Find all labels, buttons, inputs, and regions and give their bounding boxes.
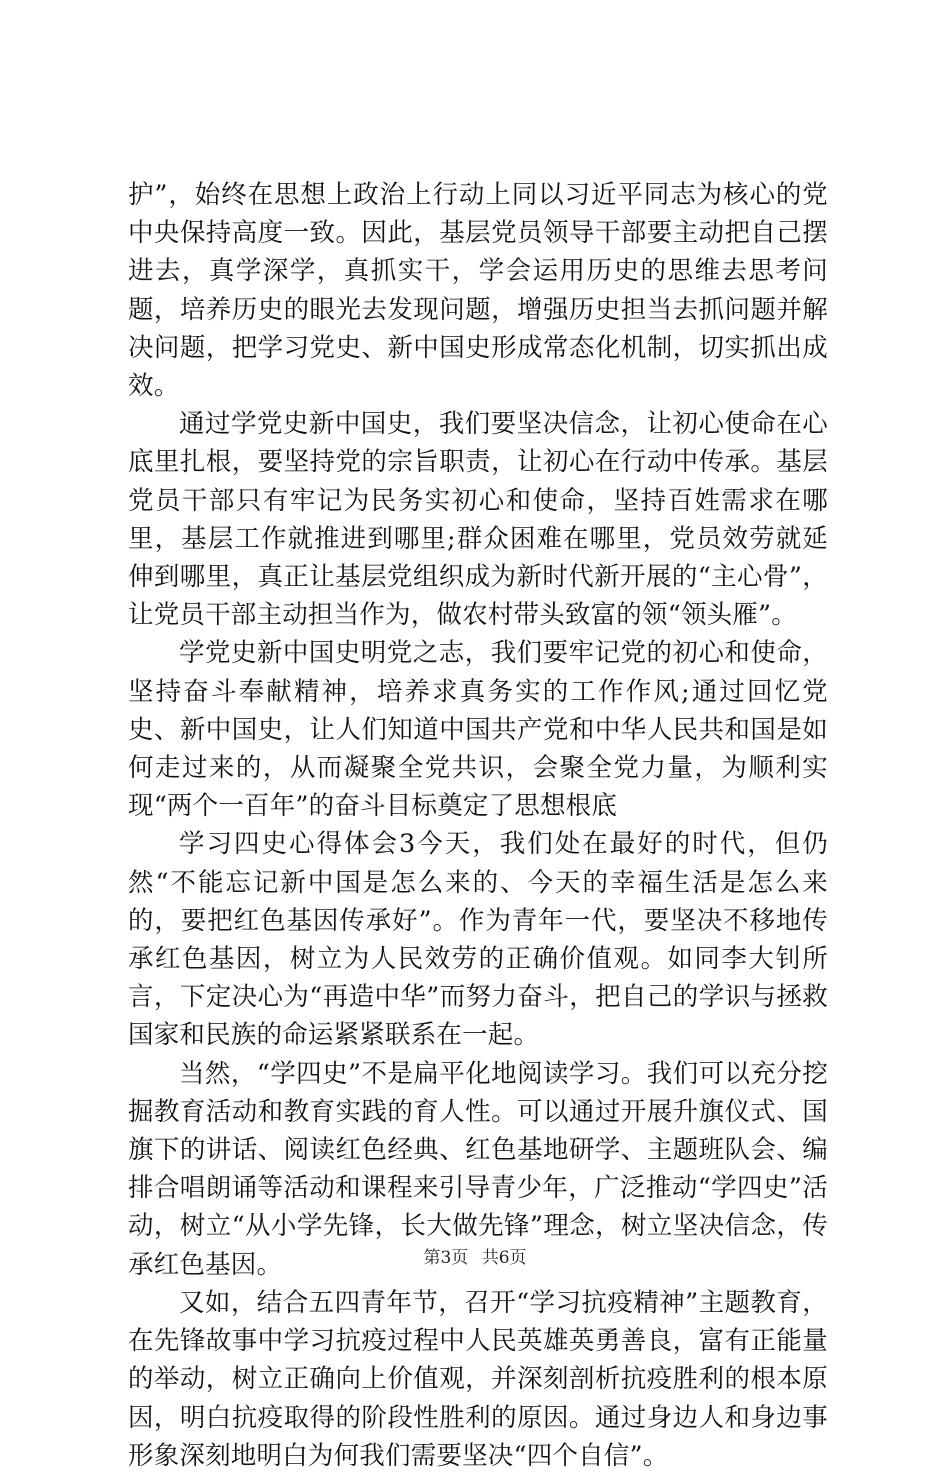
page-total: 共6页 bbox=[481, 1248, 527, 1268]
paragraph-party-aspiration: 学党史新中国史明党之志，我们要牢记党的初心和使命，坚持奋斗奉献精神，培养求真务实的工作作风;通过回忆党史、新中国史，让人们知道中国共产党和中华人民共和国是如何走过来的，从而凝聚全党共识，会聚全党力量，为顺利实现“两个一百年”的奋斗目标奠定了思想根底 bbox=[128, 638, 828, 822]
page-number: 第3页 bbox=[423, 1248, 469, 1268]
paragraph-continued: 护”，始终在思想上政治上行动上同以习近平同志为核心的党中央保持高度一致。因此，基层党员领导干部要主动把自己摆进去，真学深学，真抓实干，学会运用历史的思维去思考问题，培养历史的眼光去发现问题，增强历史担当去抓问题并解决问题，把学习党史、新中国史形成常态化机制，切实抓出成效。 bbox=[128, 180, 828, 402]
paragraph-youth-day: 又如，结合五四青年节，召开“学习抗疫精神”主题教育，在先锋故事中学习抗疫过程中人民英雄英勇善良，富有正能量的举动，树立正确向上价值观，并深刻剖析抗疫胜利的根本原因，明白抗疫取得的阶段性胜利的原因。通过身边人和身边事形象深刻地明白为何我们需要坚决“四个自信”。 bbox=[128, 1287, 828, 1471]
page-footer bbox=[0, 1243, 950, 1268]
paragraph-initial-mission: 通过学党史新中国史，我们要坚决信念，让初心使命在心底里扎根，要坚持党的宗旨职责，让初心在行动中传承。基层党员干部只有牢记为民务实初心和使命，坚持百姓需求在哪里，基层工作就推进到哪里;群众困难在哪里，党员效劳就延伸到哪里，真正让基层党组织成为新时代新开展的“主心骨”，让党员干部主动担当作为，做农村带头致富的领“领头雁”。 bbox=[128, 409, 828, 631]
paragraph-red-gene: 学习四史心得体会3今天，我们处在最好的时代，但仍然“不能忘记新中国是怎么来的、今天的幸福生活是怎么来的，要把红色基因传承好”。作为青年一代，要坚决不移地传承红色基因，树立为人民效劳的正确价值观。如同李大钊所言，下定决心为“再造中华”而努力奋斗，把自己的学识与拯救国家和民族的命运紧紧联系在一起。 bbox=[128, 829, 828, 1051]
paragraph-four-histories: 当然，“学四史”不是扁平化地阅读学习。我们可以充分挖掘教育活动和教育实践的育人性。可以通过开展升旗仪式、国旗下的讲话、阅读红色经典、红色基地研学、主题班队会、编排合唱朗诵等活动和课程来引导青少年，广泛推动“学四史”活动，树立“从小学先锋，长大做先锋”理念，树立坚决信念，传承红色基因。 bbox=[128, 1058, 828, 1280]
document-body bbox=[128, 176, 828, 1475]
